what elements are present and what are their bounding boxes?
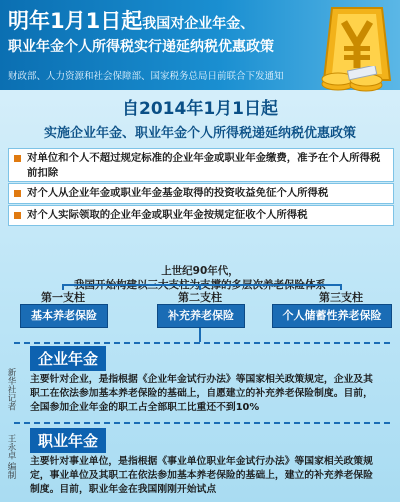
policy-bullet [8, 148, 394, 182]
subtitle [0, 94, 400, 141]
pillar-box: 个人储蓄性养老保险 [272, 304, 392, 328]
bullet-square-icon [14, 212, 21, 219]
pillar-label: 第三支柱 [319, 291, 363, 304]
era-line1: 上世纪90年代， [161, 265, 239, 277]
credit-author: 王永卓 编制 [6, 434, 16, 480]
pillar-label: 第一支柱 [41, 291, 85, 304]
policy-bullet [8, 183, 394, 204]
occupational-annuity-divider [14, 422, 390, 425]
bullet-square-icon [14, 190, 21, 197]
connector-line [62, 284, 342, 286]
bullet-text: 对个人从企业年金或职业年金基金取得的投资收益免征个人所得税 [27, 187, 329, 199]
policy-bullet [8, 205, 394, 226]
subtitle-date: 自2014年1月1日起 [122, 99, 278, 119]
issuing-departments: 财政部、人力资源和社会保障部、国家税务总局日前联合下发通知 [8, 71, 284, 82]
coin-stack-icon [318, 66, 388, 92]
headline-line1 [8, 5, 254, 35]
subtitle-policy: 实施企业年金、职业年金个人所得税递延纳税优惠政策 [43, 126, 356, 141]
bullet-square-icon [14, 155, 21, 162]
pillar-label: 第二支柱 [178, 291, 222, 304]
headline-line2: 职业年金个人所得税实行递延纳税优惠政策 [8, 39, 274, 55]
pillar-box: 基本养老保险 [20, 304, 108, 328]
connector-line [199, 328, 201, 342]
header-banner [0, 0, 400, 90]
occupational-annuity-text: 主要针对事业单位，是指根据《事业单位职业年金试行办法》等国家相关政策规定，事业单位及其职工在依法参加基本养老保险的基础上，建立的补充养老保险制度。目前，职业年金在我国刚刚开始试点 [30, 456, 373, 495]
headline-line1-rest: 我国对企业年金、 [142, 16, 255, 32]
credit-agency: 新华社记者 [6, 368, 16, 411]
bullet-text: 对单位和个人不超过规定标准的企业年金或职业年金缴费，准予在个人所得税前扣除 [27, 152, 381, 179]
headline-date: 明年1月1日起 [8, 9, 143, 33]
occupational-annuity-title: 职业年金 [30, 428, 106, 453]
bullet-text: 对个人实际领取的企业年金或职业年金按规定征收个人所得税 [27, 209, 308, 221]
enterprise-annuity-text: 主要针对企业，是指根据《企业年金试行办法》等国家相关政策规定，企业及其职工在依法参加基本养老保险的基础上，自愿建立的补充养老保险制度。目前，全国参加企业年金的职工占全部职工比重还不到10% [30, 374, 373, 413]
enterprise-annuity-title: 企业年金 [30, 346, 106, 371]
pillar-box: 补充养老保险 [157, 304, 245, 328]
